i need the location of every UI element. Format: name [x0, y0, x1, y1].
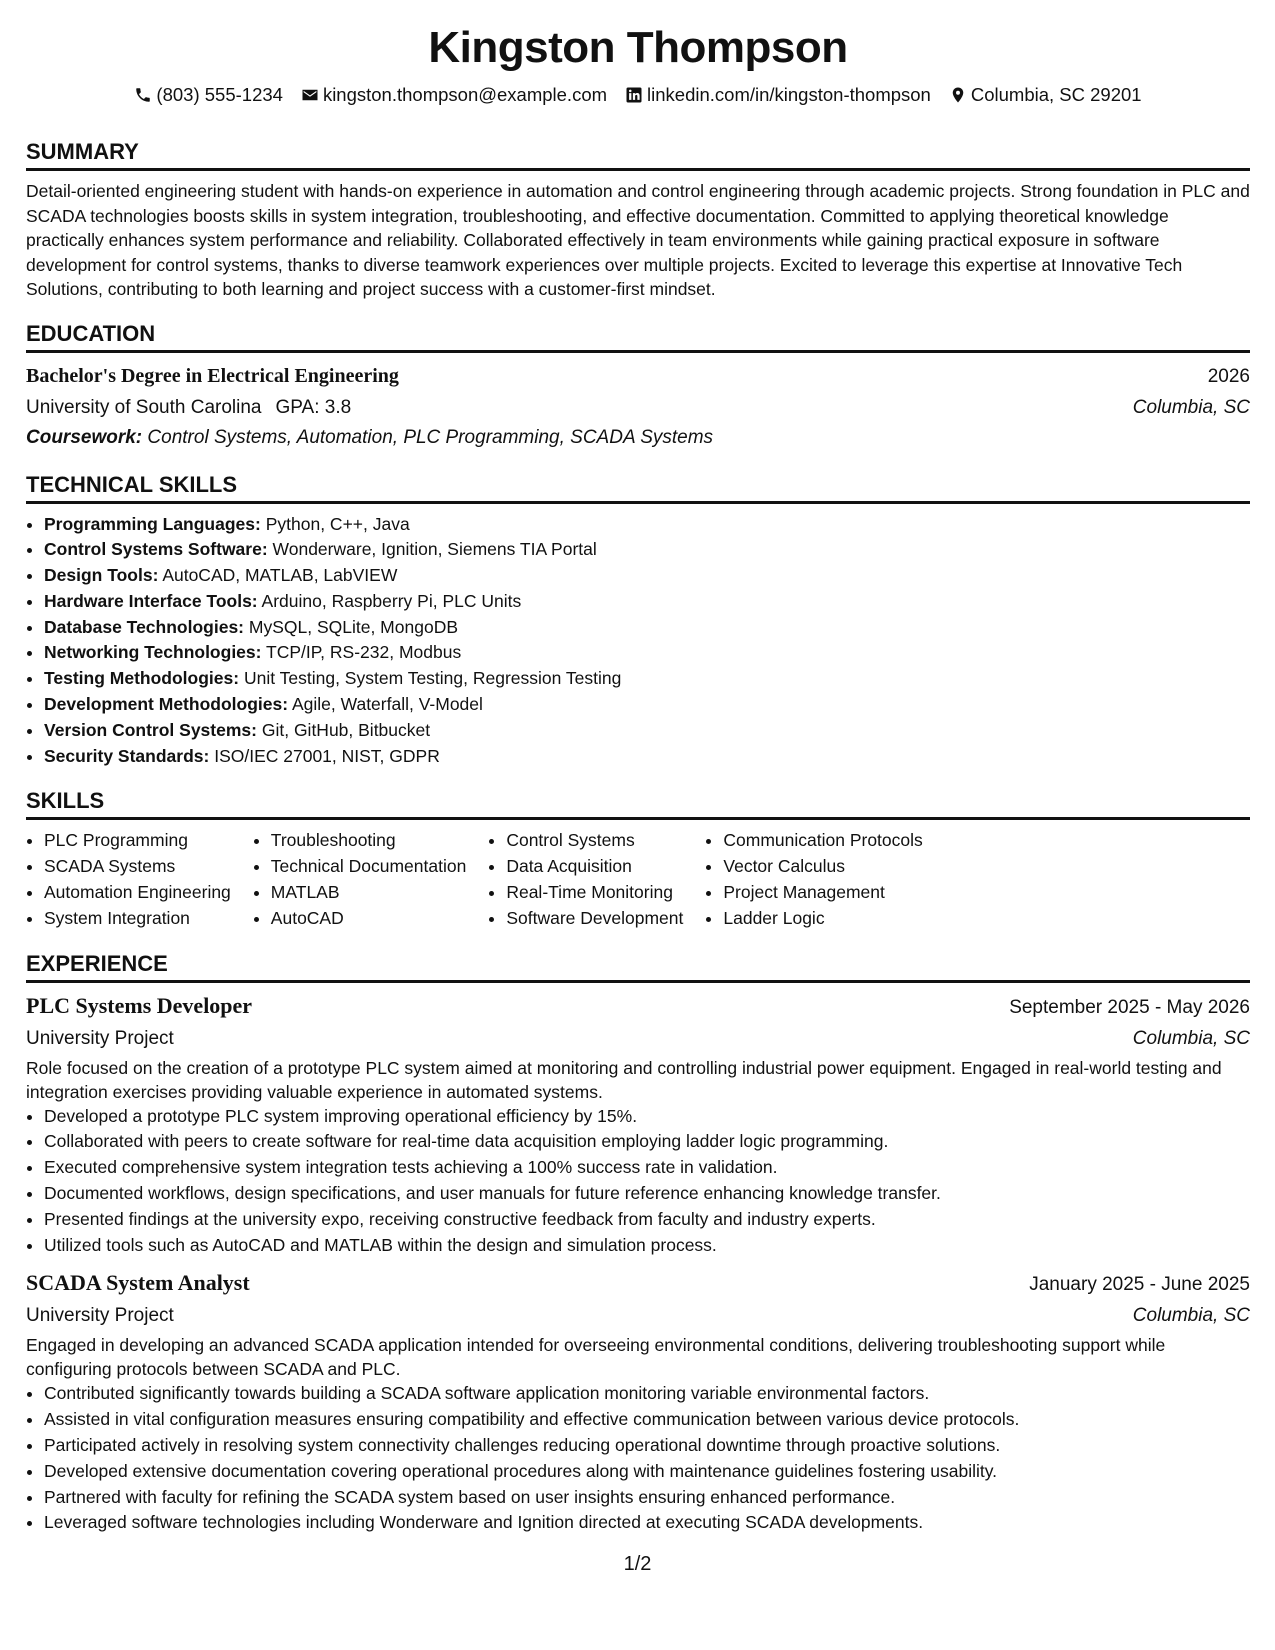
skill-category: Security Standards:	[44, 745, 210, 766]
skills-column	[705, 828, 922, 931]
skill-item: • Troubleshooting	[271, 828, 467, 854]
skill-item: • Control Systems	[506, 828, 683, 854]
job-header-row	[26, 1268, 1250, 1300]
technical-skills-list	[26, 512, 1250, 770]
job-dates: September 2025 - May 2026	[1009, 996, 1250, 1018]
skill-category: Programming Languages:	[44, 513, 261, 534]
skill-category: Version Control Systems:	[44, 719, 257, 740]
email-text: kingston.thompson@example.com	[322, 84, 608, 105]
skill-item: • Communication Protocols	[723, 828, 922, 854]
gpa: GPA: 3.8	[275, 396, 352, 418]
list-item	[44, 537, 1250, 563]
skill-values: TCP/IP, RS-232, Modbus	[266, 642, 462, 663]
job-title: SCADA System Analyst	[26, 1270, 250, 1296]
list-item	[44, 512, 1250, 538]
contact-email[interactable]	[301, 82, 607, 108]
skill-item: • AutoCAD	[271, 906, 467, 932]
job-description: Engaged in developing an advanced SCADA application intended for overseeing environmental conditions, delivering troubleshooting support while configuring protocols between SCADA and PLC.	[26, 1335, 1166, 1380]
list-item: • Collaborated with peers to create software for real-time data acquisition employing ladder logic programming.	[44, 1129, 1250, 1155]
skill-item: • Project Management	[723, 880, 922, 906]
skill-values: Wonderware, Ignition, Siemens TIA Portal	[272, 539, 597, 560]
school-line	[26, 392, 351, 423]
list-item: • Partnered with faculty for refining the SCADA system based on user insights ensuring enhanced performance.	[44, 1485, 1250, 1511]
page-number: 1/2	[623, 1553, 652, 1575]
list-item: • Documented workflows, design specifications, and user manuals for future reference enhancing knowledge transfer.	[44, 1181, 1250, 1207]
list-item: • Developed extensive documentation covering operational procedures along with maintenance guidelines fostering usability.	[44, 1459, 1250, 1485]
skill-item: • Automation Engineering	[44, 880, 231, 906]
job-organization: University Project	[26, 1305, 174, 1327]
skills-column	[253, 828, 467, 931]
education-header-row	[26, 361, 1250, 392]
list-item: • Presented findings at the university expo, receiving constructive feedback from faculty and industry experts.	[44, 1207, 1250, 1233]
skills-section	[26, 787, 1250, 931]
contact-phone[interactable]	[134, 82, 283, 108]
section-title-skills: SKILLS	[26, 787, 1250, 820]
skill-category: Design Tools:	[44, 565, 159, 586]
technical-skills-section	[26, 471, 1250, 770]
job-title: PLC Systems Developer	[26, 992, 253, 1018]
skill-item: • Real-Time Monitoring	[506, 880, 683, 906]
skill-category: Development Methodologies:	[44, 694, 289, 715]
skill-values: Agile, Waterfall, V-Model	[291, 694, 483, 715]
skill-item: • Technical Documentation	[271, 854, 467, 880]
skill-values: ISO/IEC 27001, NIST, GDPR	[214, 745, 440, 766]
skill-values: Python, C++, Java	[265, 513, 410, 534]
job-location: Columbia, SC	[1132, 1305, 1250, 1327]
skills-column	[488, 828, 683, 931]
skill-item: • PLC Programming	[44, 828, 231, 854]
skill-category: Database Technologies:	[44, 616, 245, 637]
skill-category: Hardware Interface Tools:	[44, 590, 258, 611]
list-item	[44, 563, 1250, 589]
skill-values: Arduino, Raspberry Pi, PLC Units	[261, 590, 522, 611]
school-name: University of South Carolina	[26, 396, 262, 418]
skill-values: Git, GitHub, Bitbucket	[261, 719, 431, 740]
skill-item: • Ladder Logic	[723, 906, 922, 932]
graduation-year: 2026	[1207, 365, 1250, 387]
phone-text: (803) 555-1234	[156, 84, 283, 105]
job-dates: January 2025 - June 2025	[1029, 1274, 1250, 1296]
coursework	[26, 423, 1250, 453]
job-entry	[26, 991, 1250, 1259]
contact-linkedin[interactable]	[625, 82, 931, 108]
summary-section	[26, 138, 1250, 302]
skill-category: Testing Methodologies:	[44, 668, 240, 689]
section-title-education: EDUCATION	[26, 320, 1250, 353]
job-entry	[26, 1268, 1250, 1536]
skill-item: • Software Development	[506, 906, 683, 932]
skill-category: Networking Technologies:	[44, 642, 262, 663]
job-header-row	[26, 991, 1250, 1023]
skill-item: • Vector Calculus	[723, 854, 922, 880]
school-location: Columbia, SC	[1132, 396, 1250, 418]
education-section	[26, 320, 1250, 453]
job-org-row	[26, 1300, 1250, 1331]
map-pin-icon	[949, 86, 967, 104]
list-item: • Leveraged software technologies including Wonderware and Ignition directed at executing SCADA developments.	[44, 1510, 1250, 1536]
summary-text: Detail-oriented engineering student with hands-on experience in automation and control engineering through academic projects. Strong foundation in PLC and SCADA technologies boosts skills in system integration, troubleshooting, and effective documentation. Committed to applying theoretical knowledge practically enhances system performance and reliability. Collaborated effectively in team environments while gaining practical exposure in software development for control systems, thanks to diverse teamwork experiences over multiple projects. Excited to leverage this expertise at Innovative Tech Solutions, contributing to both learning and project success with a customer-first mindset.	[26, 181, 1250, 299]
linkedin-text: linkedin.com/in/kingston-thompson	[647, 84, 931, 105]
coursework-list: Control Systems, Automation, PLC Programming, SCADA Systems	[147, 426, 714, 448]
list-item	[44, 744, 1250, 770]
job-description: Role focused on the creation of a prototype PLC system aimed at monitoring and controlling industrial power equipment. Engaged in real-world testing and integration exercises providing valuable experience in automated systems.	[26, 1057, 1222, 1102]
skills-grid	[26, 828, 1250, 931]
skills-column	[26, 828, 231, 931]
list-item: • Contributed significantly towards building a SCADA software application monitoring variable environmental factors.	[44, 1381, 1250, 1407]
section-title-technical-skills: TECHNICAL SKILLS	[26, 471, 1250, 504]
education-school-row	[26, 392, 1250, 423]
section-title-summary: SUMMARY	[26, 138, 1250, 171]
job-bullets	[26, 1381, 1250, 1536]
experience-section	[26, 950, 1250, 1537]
resume-page	[26, 20, 1250, 1536]
skill-category: Control Systems Software:	[44, 539, 268, 560]
list-item	[44, 718, 1250, 744]
skill-item: • MATLAB	[271, 880, 467, 906]
list-item: • Participated actively in resolving system connectivity challenges reducing operational downtime through proactive solutions.	[44, 1433, 1250, 1459]
list-item: • Executed comprehensive system integration tests achieving a 100% success rate in validation.	[44, 1155, 1250, 1181]
list-item	[44, 692, 1250, 718]
list-item: • Utilized tools such as AutoCAD and MATLAB within the design and simulation process.	[44, 1233, 1250, 1259]
location-text: Columbia, SC 29201	[970, 84, 1142, 105]
job-organization: University Project	[26, 1027, 174, 1049]
phone-icon	[134, 86, 152, 104]
job-location: Columbia, SC	[1132, 1027, 1250, 1049]
skill-item: • Data Acquisition	[506, 854, 683, 880]
linkedin-icon	[625, 86, 643, 104]
list-item	[44, 666, 1250, 692]
list-item	[44, 589, 1250, 615]
job-bullets	[26, 1104, 1250, 1259]
skill-values: AutoCAD, MATLAB, LabVIEW	[162, 565, 398, 586]
skill-item: • System Integration	[44, 906, 231, 932]
coursework-label: Coursework:	[26, 426, 143, 448]
degree-title: Bachelor's Degree in Electrical Engineering	[26, 364, 399, 387]
envelope-icon	[301, 86, 319, 104]
list-item: • Developed a prototype PLC system improving operational efficiency by 15%.	[44, 1104, 1250, 1130]
list-item	[44, 640, 1250, 666]
contact-bar	[26, 82, 1250, 108]
skill-values: MySQL, SQLite, MongoDB	[248, 616, 459, 637]
section-title-experience: EXPERIENCE	[26, 950, 1250, 983]
contact-location	[949, 82, 1142, 108]
job-org-row	[26, 1023, 1250, 1054]
list-item: • Assisted in vital configuration measures ensuring compatibility and effective communication between various device protocols.	[44, 1407, 1250, 1433]
candidate-name: Kingston Thompson	[428, 23, 848, 72]
skill-item: • SCADA Systems	[44, 854, 231, 880]
skill-values: Unit Testing, System Testing, Regression Testing	[243, 668, 622, 689]
list-item	[44, 615, 1250, 641]
